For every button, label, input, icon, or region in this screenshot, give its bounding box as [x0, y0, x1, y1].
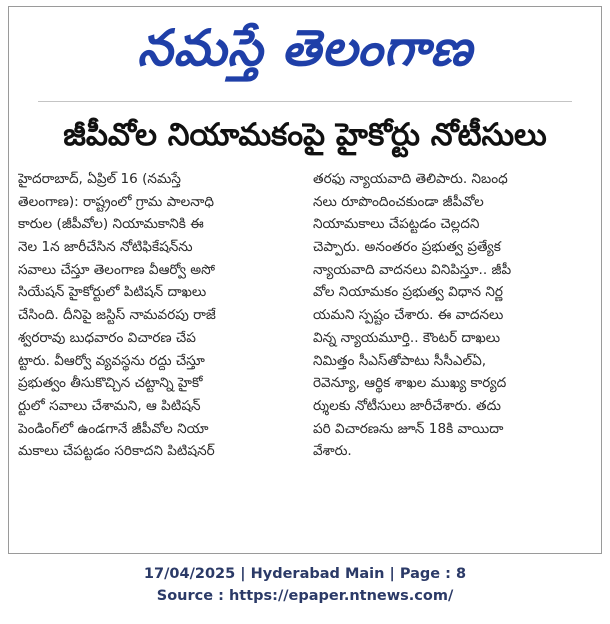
article-text-line: తరఫు న్యాయవాది తెలిపారు. నిబంధ [313, 171, 508, 187]
masthead-divider [38, 101, 572, 102]
article-text-line: సవాలు చేస్తూ తెలంగాణ వీఆర్వో అసో [18, 261, 216, 278]
article-text-line: వేశారు. [313, 443, 352, 460]
article-text-line: యమని స్పష్టం చేశారు. ఈ వాదనలు [313, 307, 504, 324]
article-text-line: ట్టారు. వీఆర్వో వ్యవస్థను రద్దు చేస్తూ [18, 352, 205, 369]
article-text-line: సియేషన్ హైకోర్టులో పిటిషన్ దాఖలు [18, 284, 207, 301]
article-column-right [313, 168, 590, 538]
source-link[interactable]: Source : https://epaper.ntnews.com/ [156, 588, 454, 604]
article-text-line: నిమిత్తం సీఎస్‌తోపాటు సీసీఎల్‌ఏ, [313, 352, 487, 369]
article-text-line: ర్శులకు నోటీసులు జారీచేశారు. తదు [313, 397, 501, 414]
edition-info: 17/04/2025 | Hyderabad Main | Page : 8 [143, 566, 467, 582]
article-text-line: ర్టులో సవాలు చేశామని, ఆ పిటిషన్ [18, 397, 201, 414]
article-text-line: వోల నియామకం ప్రభుత్వ విధాన నిర్ణ [313, 284, 503, 301]
article-text-line: నెల 1న జారీచేసిన నోటిఫికేషన్‌ను [18, 239, 193, 256]
article-text-line: పెండింగ్‌లో ఉండగానే జీపీవోల నియా [18, 420, 209, 437]
article-column-left [18, 168, 295, 538]
article-text-line: నలు రూపొందించకుండా జీపీవోల [313, 193, 484, 210]
article-headline: జీపీవోల నియామకంపై హైకోర్టు నోటీసులు [63, 117, 547, 153]
article-text-line: నియామకాలు చేపట్టడం చెల్లదని [313, 216, 480, 233]
article-text-line: మకాలు చేపట్టడం సరికాదని పిటిషనర్ [18, 443, 215, 460]
article-text-line: కారుల (జీపీవోల) నియామకానికి ఈ [18, 216, 204, 233]
article-text-line: శ్వరరావు బుధవారం విచారణ చేప [18, 329, 196, 346]
article-text-line: న్యాయవాది వాదనలు వినిపిస్తూ.. జీపీ [313, 261, 512, 278]
article-text-line: విన్న న్యాయమూర్తి.. కౌంటర్ దాఖలు [313, 329, 501, 346]
article-text-line: చెప్పారు. అనంతరం ప్రభుత్వ ప్రత్యేక [313, 239, 501, 256]
article-text-line: చేసింది. దీనిపై జస్టిస్ నామవరపు రాజే [18, 307, 216, 324]
article-text-line: తెలంగాణ): రాష్ట్రంలో గ్రామ పాలనాధి [18, 193, 214, 210]
article-text-line: రెవెన్యూ, ఆర్థిక శాఖల ముఖ్య కార్యద [313, 375, 507, 392]
article-body [18, 168, 590, 538]
newspaper-masthead: నమస్తే తెలంగాణ [137, 19, 473, 77]
article-text-line: పరి విచారణను జూన్ 18కి వాయిదా [313, 420, 504, 437]
clipping-footer [0, 563, 610, 607]
article-text-line: హైదరాబాద్, ఏప్రిల్ 16 (నమస్తే [18, 171, 181, 187]
article-text-line: ప్రభుత్వం తీసుకొచ్చిన చట్టాన్ని హైకో [18, 375, 203, 392]
